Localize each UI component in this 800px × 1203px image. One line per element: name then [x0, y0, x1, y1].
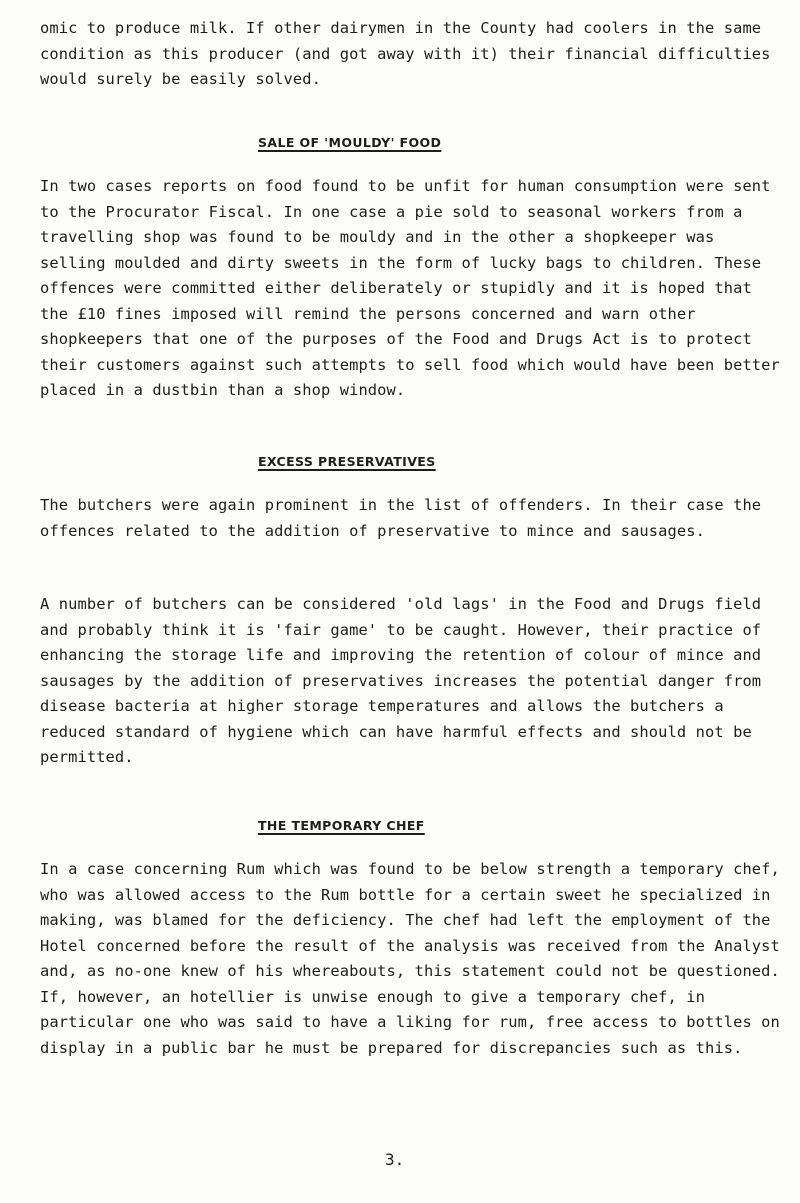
paragraph-temporary-chef: In a case concerning Rum which was found to be below strength a temporary chef, who was allowed access to the Rum bottle for a certain sweet he specialized in making, was blamed for the deficiency. The chef had left the employment of the Hotel concerned before the result of the analysis was received from the Analyst and, as no-one knew of his whereabouts, this statement could not be questioned. If, however, an hotellier is unwise enough to give a temporary chef, in particular one who was said to have a liking for rum, free access to bottles on display in a public bar he must be prepared for discrepancies such as this. [40, 860, 780, 1057]
opening-paragraph: omic to produce milk. If other dairymen in the County had coolers in the same condition as this producer (and got away with it) their financial difficulties would surely be easily solved. [40, 19, 771, 88]
heading-excess-preservatives: EXCESS PRESERVATIVES [258, 454, 436, 469]
paragraph-sale-of-mouldy-food: In two cases reports on food found to be unfit for human consumption were sent to the Procurator Fiscal. In one case a pie sold to seasonal workers from a travelling shop was found to be mouldy and in the other a shopkeeper was selling moulded and dirty sweets in the form of lucky bags to children. These offences were committed either deliberately or stupidly and it is hoped that the £10 fines imposed will remind the persons concerned and warn other shopkeepers that one of the purposes of the Food and Drugs Act is to protect their customers against such attempts to sell food which would have been better placed in a dustbin than a shop window. [40, 177, 780, 399]
heading-temporary-chef: THE TEMPORARY CHEF [258, 818, 425, 833]
heading-sale-of-mouldy-food: SALE OF 'MOULDY' FOOD [258, 135, 442, 150]
paragraph-excess-preservatives-2: A number of butchers can be considered 'old lags' in the Food and Drugs field and probably think it is 'fair game' to be caught. However, their practice of enhancing the storage life and improving the retention of colour of mince and sausages by the addition of preservatives increases the potential danger from disease bacteria at higher storage temperatures and allows the butchers a reduced standard of hygiene which can have harmful effects and should not be permitted. [40, 595, 762, 766]
paragraph-excess-preservatives-1: The butchers were again prominent in the list of offenders. In their case the offences related to the addition of preservative to mince and sausages. [40, 496, 762, 540]
page-number: 3. [385, 1150, 405, 1169]
